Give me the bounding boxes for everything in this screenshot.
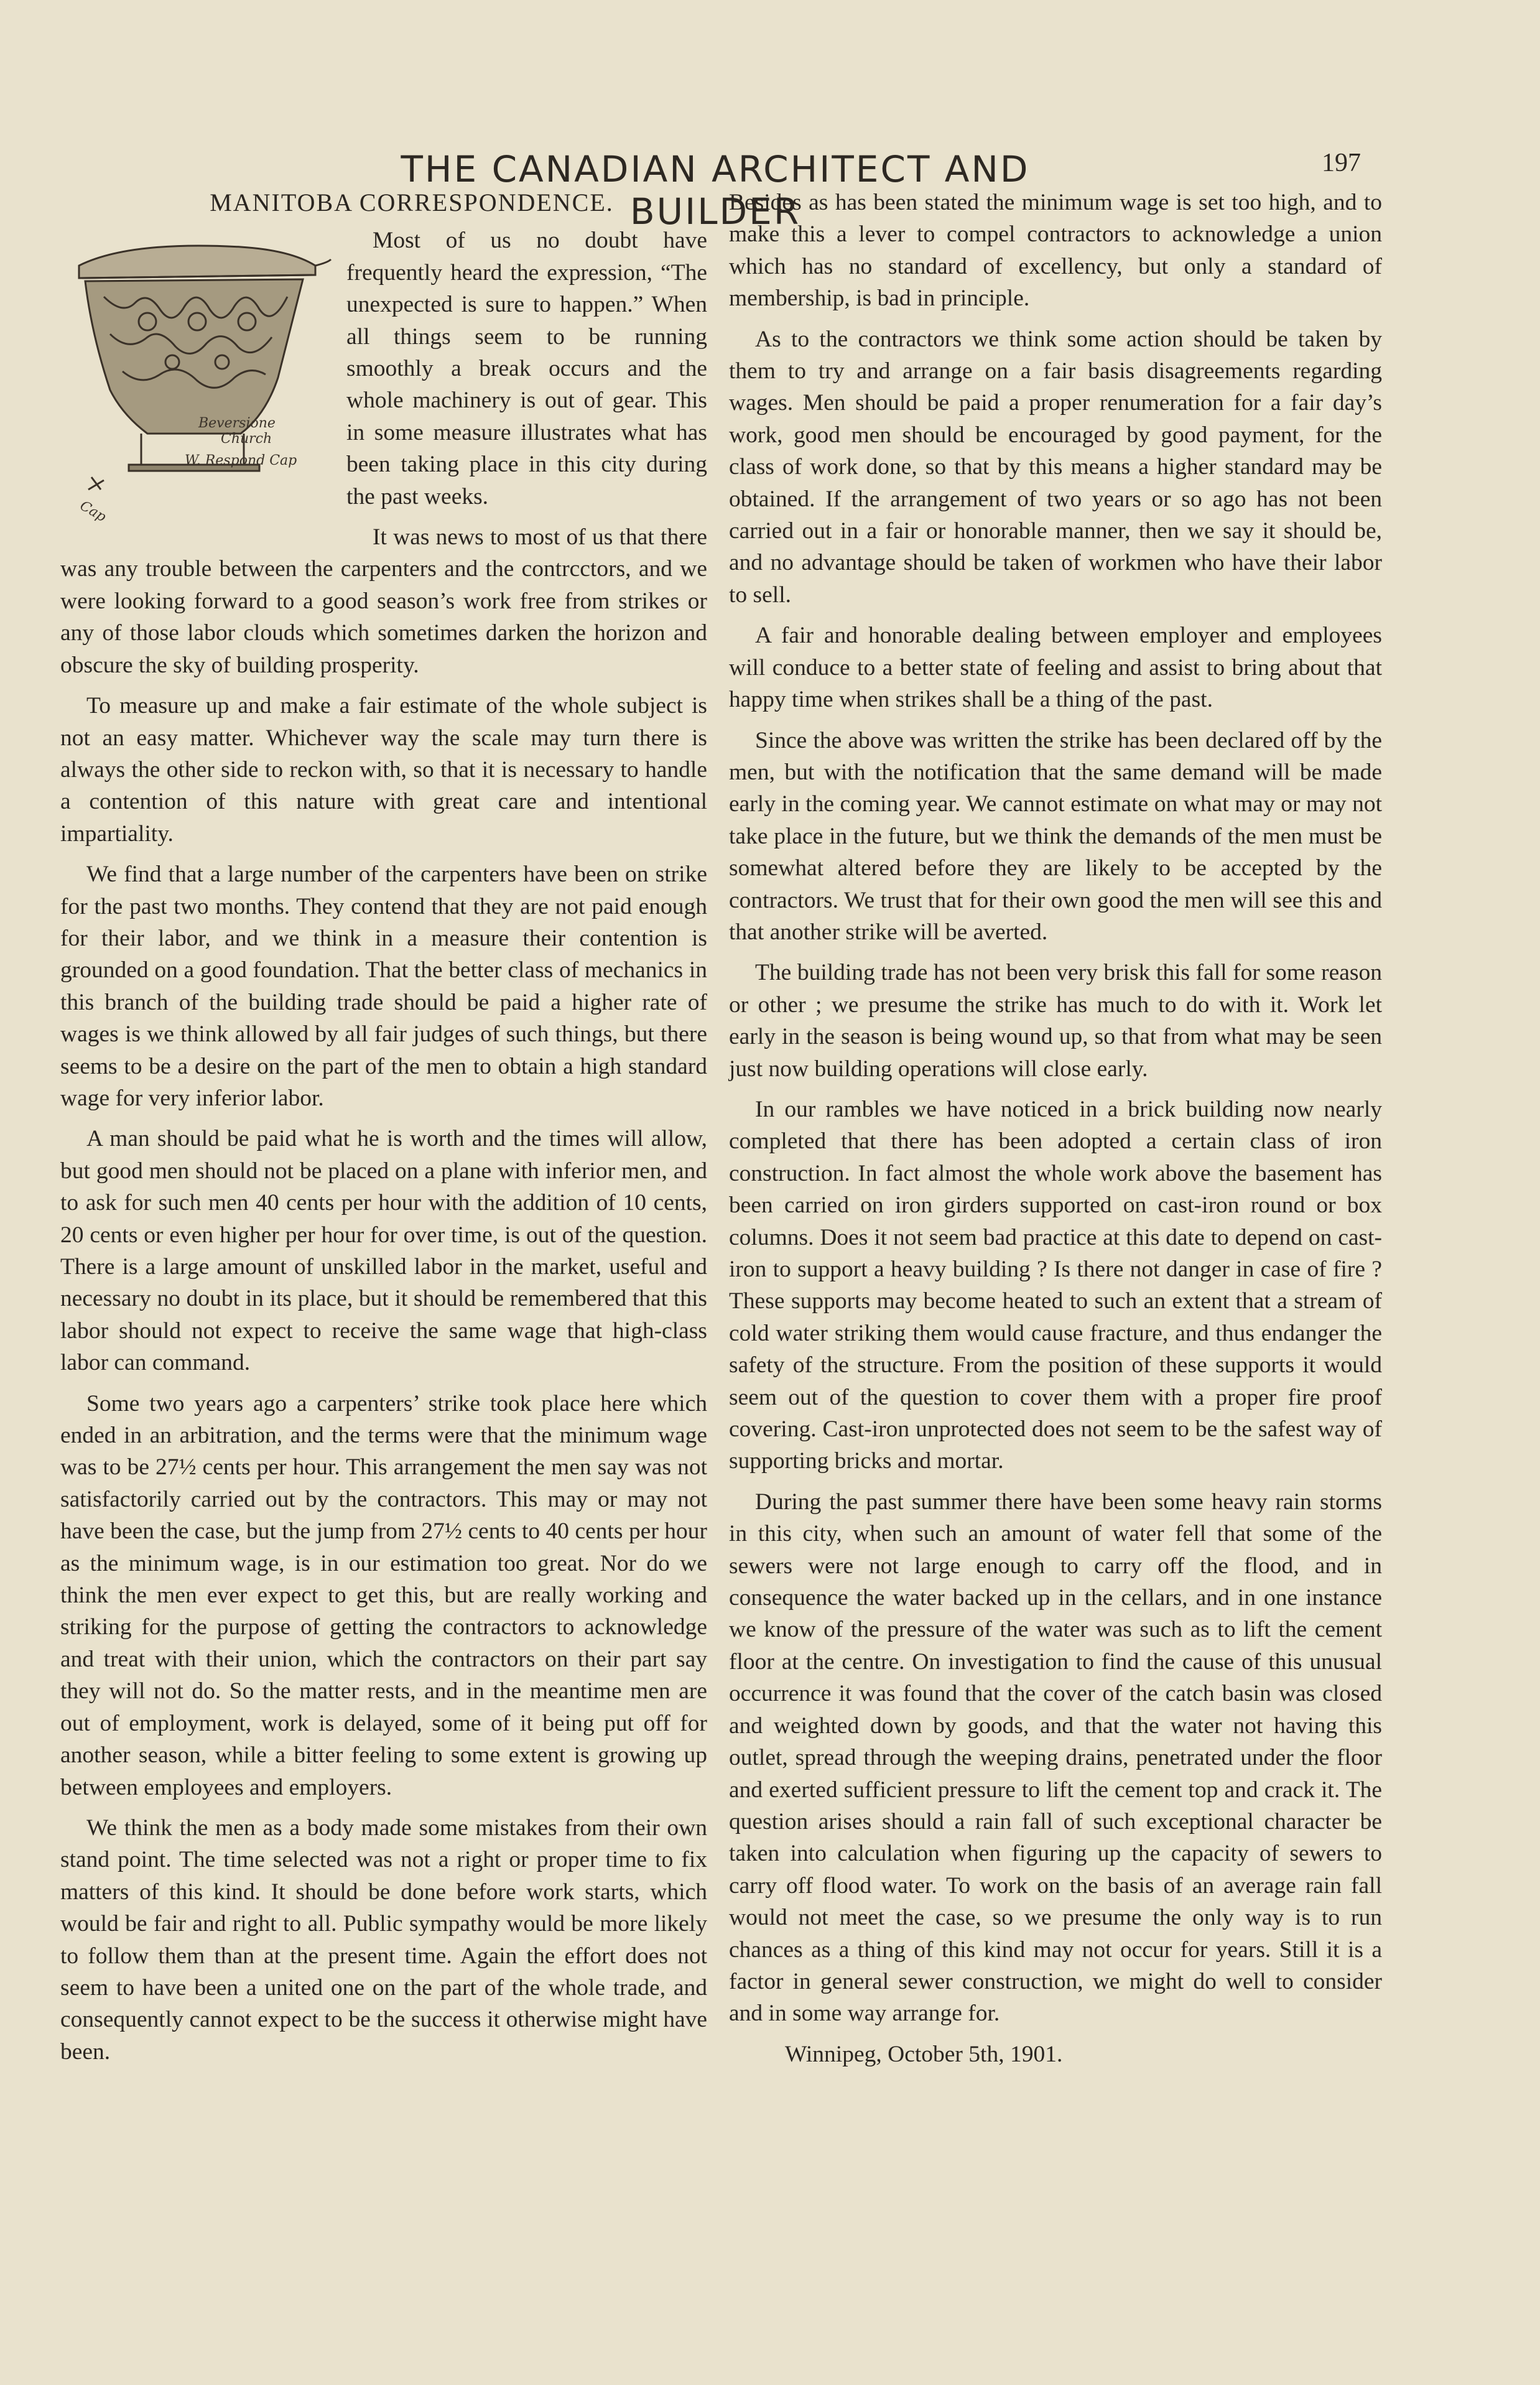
capital-drawing [54, 228, 334, 552]
right-paragraph: Besides as has been stated the minimum wage is set too high, and to make this a lever to compel contractors to acknowledge a union which has no standard of excellency, but only a standard of membership, is bad in principle. [729, 190, 1382, 312]
right-paragraph: As to the contractors we think some action should be taken by them to try and arrange on a fair basis disagreements regarding wages. Men should be paid a proper renumeration for a fair day’s work, good men should be encouraged by good payment, for the class of work done, so that by this means a higher standard may be obtained. If the arrangement of two years or so ago has not been carried out in a fair or honorable manner, then we say it should be, and no advantage should be taken of workmen who have their labor to sell. [729, 326, 1382, 608]
right-paragraph: A fair and honorable dealing between employer and employees will conduce to a better state of feeling and assist to bring about that happy time when strikes shall be a thing of the past. [729, 623, 1382, 713]
right-paragraph: In our rambles we have noticed in a brick building now nearly completed that there has been adopted a certain class of iron construction. In fact almost the whole work above the basement has been carried on iron girders supported on cast-iron round or box columns. Does it not seem bad practice at this date to depend on cast-iron to support a heavy building ? Is there not danger in case of fire ? These supports may become heated to such an extent that a stream of cold water striking them would cause fracture, and thus endanger the safety of the structure. From the position of these supports it would seem out of the question to cover them with a proper fire proof covering. Cast-iron unprotected does not seem to be the safest way of supporting bricks and mortar. [729, 1096, 1382, 1474]
illustration-label-4: Cap [77, 498, 109, 526]
page-title: THE CANADIAN ARCHITECT AND BUILDER [401, 148, 1030, 233]
left-column [60, 187, 707, 2076]
dateline: Winnipeg, October 5th, 1901. [785, 2041, 1063, 2067]
illustration-label-2: Church [221, 431, 272, 447]
illustration-label-3: W. Respond Cap [185, 453, 297, 469]
right-paragraph: The building trade has not been very brisk this fall for some reason or other ; we presume the strike has much to do with it. Work let early in the season is being wound up, so that from what may be seen just now building operations will close early. [729, 960, 1382, 1082]
left-paragraph: We think the men as a body made some mistakes from their own stand point. The time selected was not a right or proper time to fix matters of this kind. It should be done before work starts, which would be fair and right to all. Public sympathy would be more likely to follow them than at the present time. Again the effort does not seem to have been a united one on the part of the whole trade, and consequently cannot expect to be the success it otherwise might have been. [60, 1815, 707, 2065]
capital-illustration [54, 228, 334, 552]
right-column [729, 187, 1382, 2079]
left-paragraph: It was news to most of us that there was any trouble between the carpenters and the contrcctors, and we were looking forward to a good season’s work free from strikes or any of those labor clouds which sometimes darken the horizon and obscure the sky of building prosperity. [60, 524, 707, 678]
illustration-label-1: Beversione [198, 416, 276, 432]
left-paragraph: Some two years ago a carpenters’ strike took place here which ended in an arbitration, and the terms were that the minimum wage was to be 27½ cents per hour. This arrangement the men say was not satisfactorily carried out by the contractors. This may or may not have been the case, but the jump from 27½ cents to 40 cents per hour as the minimum wage, is in our estimation too great. Nor do we think the men ever expect to get this, but are really working and striking for the purpose of getting the contractors to acknowledge and treat with their union, which the contractors on their part say they will not do. So the matter rests, and in the meantime men are out of employment, work is delayed, some of it being put off for another season, while a bitter feeling to some extent is growing up between employees and employers. [60, 1390, 707, 1800]
left-paragraph: To measure up and make a fair estimate of the whole subject is not an easy matter. Whichever way the scale may turn there is always the other side to reckon with, so that it is necessary to handle a contention of this nature with great care and intentional impartiality. [60, 693, 707, 847]
article-headline: MANITOBA CORRESPONDENCE. [210, 188, 614, 216]
page-number: 197 [1322, 149, 1361, 177]
left-paragraph: A man should be paid what he is worth and the times will allow, but good men should not be placed on a plane with inferior men, and to ask for such men 40 cents per hour with the addition of 10 cents, 20 cents or even higher per hour for over time, is out of the question. There is a large amount of unskilled labor in the market, useful and necessary no doubt in its place, but it should be remembered that this labor should not expect to receive the same wage that high-class labor can command. [60, 1126, 707, 1376]
left-paragraph: We find that a large number of the carpenters have been on strike for the past two months. They contend that they are not paid enough for their labor, and we think in a measure their contention is grounded on a good foundation. That the better class of mechanics in this branch of the building trade should be paid a higher rate of wages is we think allowed by all fair judges of such things, but there seems to be a desire on the part of the men to obtain a high standard wage for very inferior labor. [60, 862, 707, 1111]
right-paragraph: Since the above was written the strike has been declared off by the men, but with the notification that the same demand will be made early in the coming year. We cannot estimate on what may or may not take place in the future, but we think the demands of the men must be somewhat altered before they are likely to be accepted by the contractors. We trust that for their own good the men will see this and that another strike will be averted. [729, 727, 1382, 945]
right-paragraph: During the past summer there have been some heavy rain storms in this city, when such an amount of water fell that some of the sewers were not large enough to carry off the flood, and in consequence the water backed up in the cellars, and in one instance we know of the pressure of the water was such as to lift the cement floor at the centre. On investigation to find the cause of this unusual occurrence it was found that the cover of the catch basin was closed and weighted down by goods, and that the water not having this outlet, spread through the weeping drains, penetrated under the floor and exerted sufficient pressure to lift the cement top and crack it. The question arises should a rain fall of such exceptional character be taken into calculation when figuring up the capacity of sewers to carry off flood water. To work on the basis of an average rain fall would not meet the case, so we presume the only way is to run chances as a thing of this kind may not occur for years. Still it is a factor in general sewer construction, we might do well to consider and in some way arrange for. [729, 1489, 1382, 2027]
left-paragraph: Most of us no doubt have frequently heard the expression, “The unexpected is sure to happen.” When all things seem to be running smoothly a break occurs and the whole machinery is out of gear. This in some measure illustrates what has been taking place in this city during the past weeks. [346, 228, 707, 509]
